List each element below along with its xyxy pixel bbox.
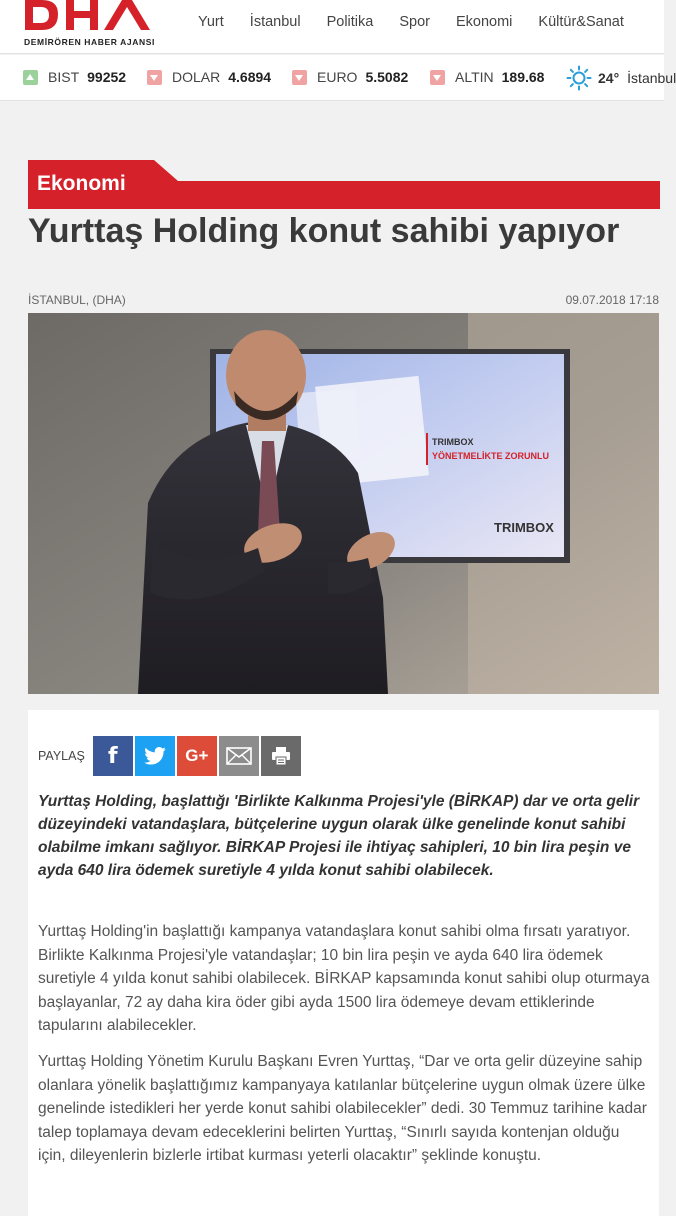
envelope-icon xyxy=(226,747,252,765)
ticker-value: 189.68 xyxy=(501,69,545,85)
trend-down-icon xyxy=(430,70,445,85)
article-datetime: 09.07.2018 17:18 xyxy=(565,293,659,307)
main-nav xyxy=(198,14,624,30)
photo-illustration xyxy=(28,313,659,694)
article-paragraph-2: Yurttaş Holding Yönetim Kurulu Başkanı Evren Yurttaş, “Dar ve orta gelir düzeyine sahip olanlara yönelik başlattığımız kampanyaya katılanlar bütçelerine uygun olmak üzere ülke genelinde istedikleri her yerde konut sahibi olabilecekler” dedi. 30 Temmuz tarihine kadar talep toplamaya devam edeceklerini belirten Yurttaş, “Sınırlı sayıda kontenjan olduğu için, dileyenlerin bizlerle irtibat kurması yeterli olacaktır” şeklinde konuştu. xyxy=(38,1053,647,1164)
ticker-value: 5.5082 xyxy=(365,69,409,85)
category-bar xyxy=(168,181,660,209)
nav-ekonomi[interactable]: Ekonomi xyxy=(455,14,513,30)
nav-istanbul[interactable]: İstanbul xyxy=(249,14,301,30)
weather-widget[interactable] xyxy=(566,65,676,91)
screen-title-2: YÖNETMELİKTE ZORUNLU xyxy=(432,451,549,461)
dha-logo-mark xyxy=(22,0,172,36)
share-bar xyxy=(38,736,303,776)
ticker-value: 99252 xyxy=(87,69,127,85)
ticker-label: BIST xyxy=(48,69,80,85)
nav-yurt[interactable]: Yurt xyxy=(198,14,224,30)
ticker-bist[interactable] xyxy=(23,69,126,85)
trend-down-icon xyxy=(292,70,307,85)
nav-politika[interactable]: Politika xyxy=(326,14,374,30)
googleplus-share-button[interactable] xyxy=(177,736,217,776)
article-paragraph-1: Yurttaş Holding'in başlattığı kampanya vatandaşlara konut sahibi olma fırsatı yaratıyor. Birlikte Kalkınma Projesi'yle vatandaşlar; 10 bin lira peşin ve ayda 640 lira ödemek suretiyle 4 yılda konut sahibi olabilecek. BİRKAP kapsamında konut sahibi olup oturmaya başlayanlar, 72 ay daha kira öder gibi ayda 1500 lira ödemeye devam ettiklerinde tapularını alabilecekler. xyxy=(38,923,650,1034)
ticker-label: EURO xyxy=(317,69,358,85)
ticker-label: ALTIN xyxy=(455,69,494,85)
weather-temp: 24° xyxy=(598,70,620,86)
trend-up-icon xyxy=(23,70,38,85)
printer-icon xyxy=(271,746,291,766)
article-location: İSTANBUL, (DHA) xyxy=(28,293,126,307)
ticker-dolar[interactable] xyxy=(147,69,271,85)
screen-brand: TRIMBOX xyxy=(494,520,554,535)
dha-logo[interactable] xyxy=(22,0,172,50)
ticker-altin[interactable] xyxy=(430,69,544,85)
email-share-button[interactable] xyxy=(219,736,259,776)
article-body xyxy=(28,710,659,1216)
category-banner xyxy=(28,160,660,209)
nav-spor[interactable]: Spor xyxy=(399,14,430,30)
article-title: Yurttaş Holding konut sahibi yapıyor xyxy=(28,212,620,250)
googleplus-icon: G+ xyxy=(185,746,209,765)
share-label: PAYLAŞ xyxy=(38,749,85,763)
facebook-icon: f xyxy=(108,743,118,769)
facebook-share-button[interactable] xyxy=(93,736,133,776)
ticker-label: DOLAR xyxy=(172,69,221,85)
article-lead: Yurttaş Holding, başlattığı 'Birlikte Kalkınma Projesi'yle (BİRKAP) dar ve orta gelir düzeyindeki vatandaşlara, bütçelerine uygun olarak ülke genelinde konut sahibi olabilme imkanı sağlıyor. BİRKAP Projesi ile ihtiyaç sahipleri, 10 bin lira peşin ve ayda 640 lira ödemek suretiyle 4 yılda konut sahibi olabilecek. xyxy=(38,793,640,879)
market-ticker xyxy=(0,55,676,101)
category-label[interactable]: Ekonomi xyxy=(37,172,126,195)
sun-icon xyxy=(566,65,592,91)
nav-kultur-sanat[interactable]: Kültür&Sanat xyxy=(538,14,624,30)
ticker-value: 4.6894 xyxy=(228,69,272,85)
article-photo xyxy=(28,313,659,694)
twitter-icon xyxy=(144,747,166,765)
trend-down-icon xyxy=(147,70,162,85)
top-header xyxy=(0,0,664,54)
print-button[interactable] xyxy=(261,736,301,776)
ticker-euro[interactable] xyxy=(292,69,408,85)
twitter-share-button[interactable] xyxy=(135,736,175,776)
weather-city: İstanbul xyxy=(627,70,676,86)
logo-subtitle: DEMİRÖREN HABER AJANSI xyxy=(24,37,155,47)
screen-title-1: TRIMBOX xyxy=(432,437,474,447)
